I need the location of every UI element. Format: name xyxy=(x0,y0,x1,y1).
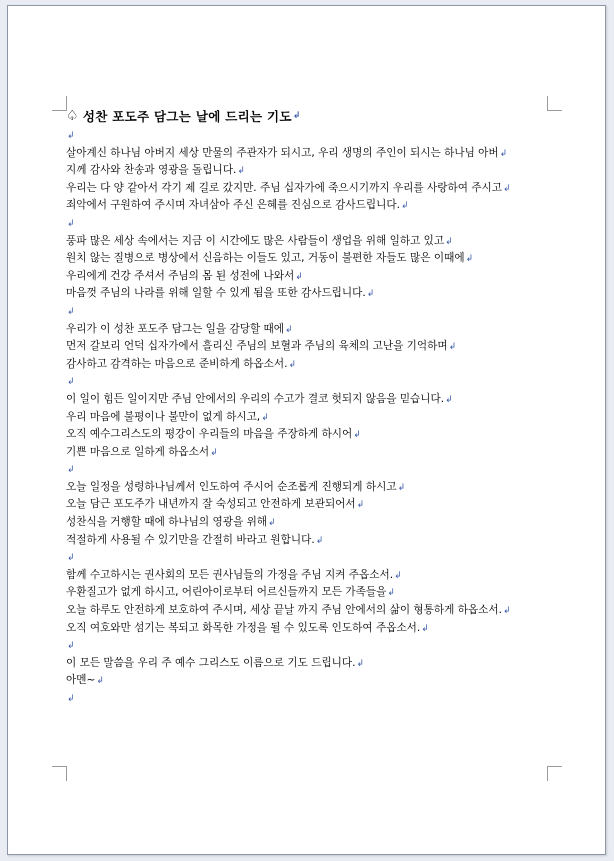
paragraph-mark-icon: ↲ xyxy=(67,306,75,317)
paragraph-mark-icon: ↲ xyxy=(288,359,297,370)
text-line xyxy=(66,180,566,198)
text-line xyxy=(66,461,566,479)
text-line xyxy=(66,549,566,567)
paragraph-mark-icon: ↲ xyxy=(400,201,409,212)
margin-corner-mark xyxy=(52,766,67,781)
paragraph-mark-icon: ↲ xyxy=(261,412,269,423)
paragraph-mark-icon: ↲ xyxy=(67,641,75,652)
text-line xyxy=(66,285,566,303)
text-line xyxy=(66,127,566,145)
text-line xyxy=(66,321,566,339)
line-text: 함께 수고하시는 권사회의 모든 권사님들의 가정을 주님 지켜 주옵소서. xyxy=(66,568,394,581)
paragraph-mark-icon: ↲ xyxy=(67,377,75,388)
line-text: 이 모든 말씀을 우리 주 예수 그리스도 이름으로 기도 드립니다. xyxy=(66,656,356,669)
text-line xyxy=(66,409,566,427)
text-line xyxy=(66,391,566,409)
margin-corner-mark xyxy=(52,96,67,111)
paragraph-mark-icon: ↲ xyxy=(503,606,511,617)
text-line xyxy=(66,479,566,497)
text-lines xyxy=(66,127,566,708)
line-text: 오늘 담근 포도주가 내년까지 잘 숙성되고 안전하게 보관되어서 xyxy=(66,498,356,511)
text-line xyxy=(66,514,566,532)
paragraph-mark-icon: ↲ xyxy=(96,676,104,687)
line-text: 살아계신 하나님 아버지 세상 만물의 주관자가 되시고, 우리 생명의 주인이 되시는 하나님 아버 xyxy=(66,146,499,159)
text-line xyxy=(66,496,566,514)
line-text: 우리는 다 양 같아서 각기 제 길로 갔지만. 주님 십자가에 죽으시기까지 우리를 사랑하여 주시고 xyxy=(66,181,503,194)
text-line xyxy=(66,444,566,462)
paragraph-mark-icon: ↲ xyxy=(503,183,511,194)
document-body[interactable] xyxy=(66,105,566,708)
paragraph-mark-icon: ↲ xyxy=(67,131,75,141)
line-text: 감사하고 감격하는 마음으로 준비하게 하옵소서. xyxy=(66,357,288,370)
line-text: 오직 여호와만 섬기는 복되고 화목한 가정을 될 수 있도록 인도하여 주옵소서. xyxy=(66,621,421,634)
paragraph-mark-icon: ↲ xyxy=(295,271,303,282)
line-text: 성찬식을 거행할 때에 하나님의 영광을 위해 xyxy=(66,516,268,529)
document-page xyxy=(7,5,606,855)
text-line xyxy=(66,532,566,550)
text-line xyxy=(66,197,566,215)
paragraph-mark-icon: ↲ xyxy=(499,148,508,159)
text-line xyxy=(66,584,566,602)
text-line xyxy=(66,250,566,268)
paragraph-mark-icon: ↲ xyxy=(353,430,361,441)
paragraph-mark-icon: ↲ xyxy=(448,342,457,353)
document-title xyxy=(66,105,566,127)
text-line xyxy=(66,233,566,251)
text-line xyxy=(66,620,566,638)
text-line xyxy=(66,655,566,673)
spade-outline-icon: ♤ xyxy=(66,108,79,124)
text-line xyxy=(66,373,566,391)
line-text: 우리 마음에 불평이나 불만이 없게 하시고, xyxy=(66,410,261,423)
paragraph-mark-icon: ↲ xyxy=(397,482,406,493)
paragraph-mark-icon: ↲ xyxy=(210,447,218,458)
paragraph-mark-icon: ↲ xyxy=(394,570,402,581)
line-text: 이 일이 힘든 일이지만 주님 안에서의 우리의 수고가 결코 헛되지 않음을 믿습니다. xyxy=(66,392,445,405)
paragraph-mark-icon: ↲ xyxy=(421,623,429,634)
paragraph-mark-icon: ↲ xyxy=(387,588,395,599)
paragraph-mark-icon: ↲ xyxy=(237,166,245,177)
line-text: 지께 감사와 찬송과 영광을 돌립니다. xyxy=(66,164,237,177)
text-line xyxy=(66,338,566,356)
text-line xyxy=(66,162,566,180)
text-line xyxy=(66,356,566,374)
text-line xyxy=(66,567,566,585)
paragraph-mark-icon: ↲ xyxy=(268,518,276,529)
text-line xyxy=(66,426,566,444)
line-text: 우리에게 건강 주셔서 주님의 몸 된 성전에 나와서 xyxy=(66,269,295,282)
line-text: 먼저 갈보리 언덕 십자가에서 흘리신 주님의 보혈과 주님의 육체의 고난을 기억하며 xyxy=(66,340,448,353)
title-text: 성찬 포도주 담그는 날에 드리는 기도 xyxy=(82,109,292,124)
paragraph-mark-icon: ↲ xyxy=(67,553,75,564)
text-line xyxy=(66,602,566,620)
paragraph-mark-icon: ↲ xyxy=(465,254,474,265)
line-text: 마음껏 주님의 나라를 위해 일할 수 있게 됨을 또한 감사드립니다. xyxy=(66,287,366,300)
line-text: 아멘~ xyxy=(66,674,96,687)
line-text: 원치 않는 질병으로 병상에서 신음하는 이들도 있고, 거동이 불편한 자들도 많은 이때에 xyxy=(66,252,465,265)
line-text: 죄악에서 구원하여 주시며 자녀삼아 주신 은혜를 진심으로 감사드립니다. xyxy=(66,199,400,212)
margin-corner-mark xyxy=(547,766,562,781)
text-line xyxy=(66,268,566,286)
paragraph-mark-icon: ↲ xyxy=(285,324,293,335)
text-line xyxy=(66,145,566,163)
line-text: 오늘 하루도 안전하게 보호하여 주시며, 세상 끝날 까지 주님 안에서의 삶이 형통하게 하옵소서. xyxy=(66,604,503,617)
line-text: 풍파 많은 세상 속에서는 지금 이 시간에도 많은 사람들이 생업을 위해 일하고 있고 xyxy=(66,234,445,247)
paragraph-mark-icon: ↲ xyxy=(315,535,324,546)
paragraph-mark-icon: ↲ xyxy=(356,500,365,511)
line-text: 우리가 이 성찬 포도주 담그는 일을 감당할 때에 xyxy=(66,322,285,335)
paragraph-mark-icon: ↲ xyxy=(67,465,75,476)
paragraph-mark-icon: ↲ xyxy=(67,218,75,229)
line-text: 적절하게 사용될 수 있기만을 간절히 바라고 원합니다. xyxy=(66,533,315,546)
text-line xyxy=(66,637,566,655)
line-text: 오늘 일정을 성령하나님께서 인도하여 주시어 순조롭게 진행되게 하시고 xyxy=(66,480,397,493)
paragraph-mark-icon: ↲ xyxy=(292,111,301,121)
line-text: 우환질고가 없게 하시고, 어린아이로부터 어르신들까지 모든 가족들을 xyxy=(66,586,387,599)
paragraph-mark-icon: ↲ xyxy=(356,658,365,669)
line-text: 기쁜 마음으로 일하게 하옵소서 xyxy=(66,445,210,458)
text-line xyxy=(66,672,566,690)
paragraph-mark-icon: ↲ xyxy=(445,394,453,405)
paragraph-mark-icon: ↲ xyxy=(366,289,375,300)
paragraph-mark-icon: ↲ xyxy=(445,236,453,247)
paragraph-mark-icon: ↲ xyxy=(67,694,75,704)
text-line xyxy=(66,215,566,233)
line-text: 오직 예수그리스도의 평강이 우리들의 마음을 주장하게 하시어 xyxy=(66,428,353,441)
text-line xyxy=(66,690,566,708)
text-line xyxy=(66,303,566,321)
